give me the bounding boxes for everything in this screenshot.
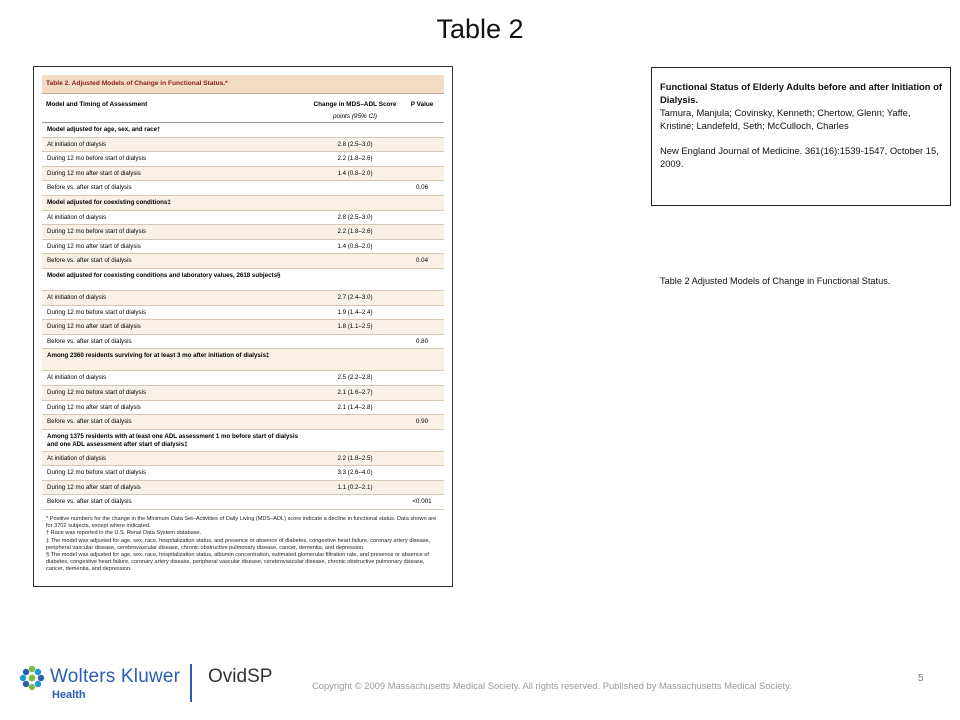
row-p-value	[400, 481, 444, 495]
table-row	[42, 240, 444, 255]
row-p-value	[400, 240, 444, 254]
page-number: 5	[918, 673, 924, 684]
row-change: 2.7 (2.4–3.0)	[337, 293, 373, 301]
table-section-heading	[42, 196, 444, 211]
footnote: * Positive numbers for the change in the Minimum Data Set–Activities of Daily Living (MDS–ADL) score indicate a decline in functional status. Data shown are for 3702 subjects, except where indicated.	[46, 516, 437, 530]
row-p-value	[400, 386, 444, 400]
table-row	[42, 415, 444, 430]
footer-logo	[18, 662, 278, 707]
row-label: During 12 mo after start of dialysis	[47, 483, 141, 491]
brand-sub: Health	[52, 689, 86, 701]
footnote: † Race was reported in the U.S. Renal Data System database.	[46, 530, 202, 537]
row-change: 2.2 (1.8–2.6)	[337, 155, 373, 163]
row-label: Before vs. after start of dialysis	[47, 498, 132, 506]
row-change: 2.1 (1.6–2.7)	[337, 388, 373, 396]
row-p-value	[400, 167, 444, 181]
row-p-value	[400, 452, 444, 466]
table-row	[42, 306, 444, 321]
row-p-value	[400, 466, 444, 480]
row-label: At initiation of dialysis	[47, 454, 107, 462]
row-change	[310, 181, 400, 195]
table-row	[42, 452, 444, 467]
row-label: During 12 mo after start of dialysis	[47, 169, 141, 177]
row-change: 2.2 (1.8–2.5)	[337, 454, 373, 462]
citation-title: Functional Status of Elderly Adults before and after Initiation of Dialysis.	[660, 81, 942, 105]
table-section-heading	[42, 269, 444, 291]
section-heading-text: Model adjusted for coexisting conditions and laboratory values, 2618 subjects§	[47, 271, 281, 279]
row-p-value	[400, 291, 444, 305]
row-p-value	[400, 138, 444, 152]
row-p-value: 0.04	[415, 257, 429, 265]
row-label: During 12 mo before start of dialysis	[47, 228, 147, 236]
table-header	[42, 94, 444, 123]
row-change: 2.5 (2.2–2.8)	[337, 374, 373, 382]
table-row	[42, 291, 444, 306]
product-name: OvidSP	[208, 666, 273, 687]
table-section-heading	[42, 430, 444, 452]
row-label: At initiation of dialysis	[47, 213, 107, 221]
row-change: 1.9 (1.4–2.4)	[337, 308, 373, 316]
table	[42, 75, 444, 574]
row-label: During 12 mo before start of dialysis	[47, 388, 147, 396]
table-row	[42, 481, 444, 496]
row-label: Before vs. after start of dialysis	[47, 418, 132, 426]
copyright: Copyright © 2009 Massachusetts Medical Society. All rights reserved. Published by Massachusetts Medical Society.	[312, 680, 792, 691]
row-change	[310, 254, 400, 268]
table-caption: Table 2 Adjusted Models of Change in Functional Status.	[660, 276, 891, 286]
table-section-heading	[42, 349, 444, 371]
row-label: Before vs. after start of dialysis	[47, 337, 132, 345]
table-footnotes	[42, 516, 444, 574]
table-row	[42, 335, 444, 350]
table-row	[42, 138, 444, 153]
wolters-kluwer-logo-icon	[18, 664, 46, 692]
row-label: During 12 mo after start of dialysis	[47, 403, 141, 411]
section-heading-text: Among 1375 residents with at least one ADL assessment 1 mo before start of dialysis and one ADL assessment after start of dialysis‡	[47, 432, 299, 448]
row-change: 1.1 (0.2–2.1)	[337, 483, 373, 491]
row-change: 2.8 (2.5–3.0)	[337, 140, 373, 148]
row-label: During 12 mo before start of dialysis	[47, 155, 147, 163]
row-p-value	[400, 401, 444, 415]
col-header-change-sub: points (95% CI)	[332, 113, 378, 120]
row-p-value	[400, 211, 444, 225]
section-heading-text: Model adjusted for age, sex, and race†	[47, 126, 161, 133]
footnote: ‡ The model was adjusted for age, sex, race, hospitalization status, and presence or absence of diabetes, congestive heart failure, coronary artery disease, peripheral vascular disease, cerebrovascular disease, chronic obstructive pulmonary disease, cancer, dementia, and depression.	[46, 537, 431, 551]
row-change: 2.8 (2.5–3.0)	[337, 213, 373, 221]
table-row	[42, 320, 444, 335]
row-label: During 12 mo after start of dialysis	[47, 323, 141, 331]
row-p-value	[400, 371, 444, 385]
col-header-model: Model and Timing of Assessment	[46, 101, 148, 108]
table-row	[42, 254, 444, 269]
row-label: During 12 mo before start of dialysis	[47, 308, 147, 316]
table-row	[42, 211, 444, 226]
row-p-value: 0.90	[415, 418, 429, 426]
slide-title: Table 2	[436, 14, 524, 44]
table-row	[42, 371, 444, 386]
section-heading-text: Among 2360 residents surviving for at least 3 mo after initiation of dialysis‡	[47, 352, 270, 360]
table-row	[42, 152, 444, 167]
citation-box	[651, 67, 951, 206]
table-row	[42, 466, 444, 481]
table-row	[42, 386, 444, 401]
table-image	[33, 66, 453, 587]
footnote: § The model was adjusted for age, sex, race, hospitalization status, albumin concentration, estimated glomerular filtration rate, and presence or absence of diabetes, congestive heart failure, coronary artery disease, peripheral vascular disease, cerebrovascular disease, chronic obstructive pulmonary disease, cancer, dementia, and depression.	[46, 552, 429, 573]
row-label: At initiation of dialysis	[47, 374, 107, 382]
row-change	[310, 415, 400, 429]
table-row	[42, 181, 444, 196]
row-change: 1.4 (0.8–2.0)	[337, 242, 373, 250]
row-p-value: <0.001	[412, 498, 432, 506]
logo-divider	[190, 664, 192, 702]
row-label: Before vs. after start of dialysis	[47, 184, 132, 192]
table-section-heading	[42, 123, 444, 138]
table-row	[42, 495, 444, 510]
row-change: 1.4 (0.8–2.0)	[337, 169, 373, 177]
row-label: Before vs. after start of dialysis	[47, 257, 132, 265]
row-label: At initiation of dialysis	[47, 140, 107, 148]
col-header-change-label: Change in MDS–ADL Score	[313, 101, 397, 108]
brand-name: Wolters Kluwer	[50, 666, 181, 687]
row-p-value	[400, 306, 444, 320]
citation-journal: New England Journal of Medicine. 361(16):1539-1547, October 15, 2009.	[660, 145, 939, 169]
row-p-value	[400, 320, 444, 334]
table-row	[42, 401, 444, 416]
row-label: At initiation of dialysis	[47, 293, 107, 301]
row-change	[310, 495, 400, 509]
row-p-value: 0.06	[415, 184, 429, 192]
table-row	[42, 167, 444, 182]
row-change: 2.2 (1.8–2.6)	[337, 228, 373, 236]
table-body	[42, 123, 444, 510]
row-change: 2.1 (1.4–2.8)	[337, 403, 373, 411]
table-row	[42, 225, 444, 240]
row-p-value	[400, 225, 444, 239]
row-p-value: 0.80	[415, 337, 429, 345]
section-heading-text: Model adjusted for coexisting conditions‡	[47, 198, 171, 206]
row-label: During 12 mo after start of dialysis	[47, 242, 141, 250]
col-header-p: P Value	[410, 101, 434, 108]
row-change: 3.3 (2.6–4.0)	[337, 469, 373, 477]
row-change	[310, 335, 400, 349]
row-change: 1.8 (1.1–2.5)	[337, 323, 373, 331]
table-title: Table 2. Adjusted Models of Change in Functional Status.*	[42, 75, 444, 94]
row-p-value	[400, 152, 444, 166]
row-label: During 12 mo before start of dialysis	[47, 469, 147, 477]
citation-authors: Tamura, Manjula; Covinsky, Kenneth; Chertow, Glenn; Yaffe, Kristine; Landefeld, Seth; McCulloch, Charles	[660, 107, 911, 131]
col-header-change	[310, 94, 400, 122]
